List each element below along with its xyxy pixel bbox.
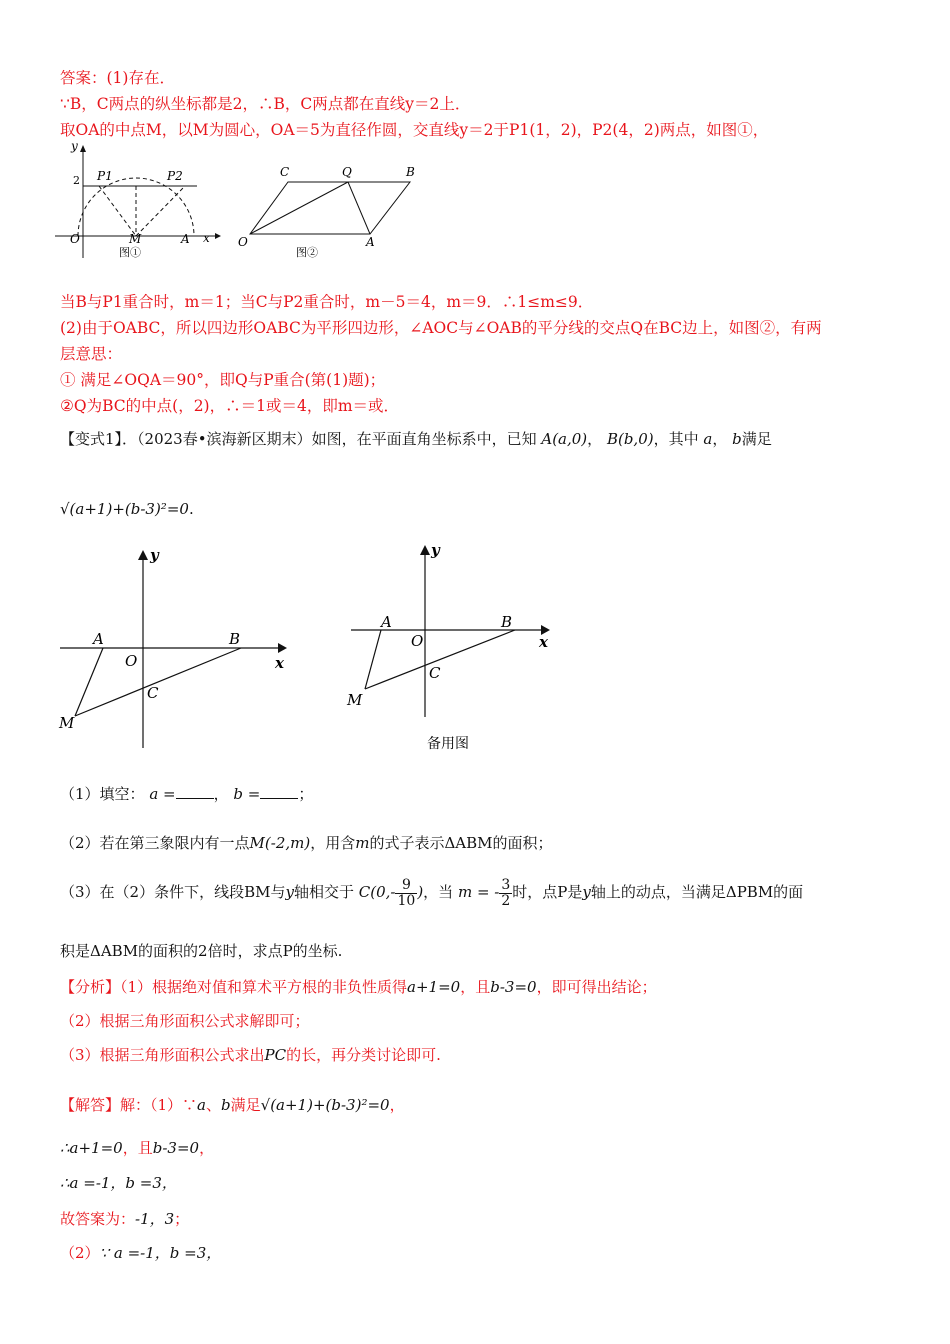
fig1-label-p1: P1 (97, 169, 113, 183)
q3-mid: 轴相交于 (293, 883, 354, 902)
q2-mid: ，用含 (310, 834, 356, 852)
fig2-label-o: O (238, 235, 248, 249)
question-3-line-2: 积是ΔABM的面积的2倍时，求点P的坐标. (60, 942, 343, 960)
answer-line-8: ②Q为BC的中点(，2)，∴＝1或＝4，即m＝或． (60, 397, 400, 415)
solution-line-4 (60, 1208, 189, 1229)
analysis-mid: ，且 (460, 978, 491, 996)
variant-var-a: a (703, 430, 713, 448)
solution-a: a (197, 1096, 206, 1114)
fig3-label-c: C (147, 684, 159, 702)
solution-sat: 满足 (230, 1096, 261, 1114)
variant-var-b: b (732, 430, 742, 448)
fig1-caption: 图① (119, 246, 141, 259)
q3-c-den: 10 (397, 892, 416, 909)
solution-l5-pre: （2） (60, 1244, 100, 1262)
q1-b-label: b = (233, 785, 261, 803)
q2-end: 的式子表示ΔABM的面积； (369, 834, 553, 852)
analysis-pc: PC (264, 1046, 287, 1064)
fig3-y-arrow (138, 550, 148, 560)
q3-c-num: 9 (395, 878, 417, 894)
fig1-dash-p1m (99, 186, 136, 236)
fig1-label-m: M (129, 232, 142, 246)
solution-eq1: ∴a+1=0 (60, 1139, 123, 1157)
solution-l3: ∴a =-1，b =3， (60, 1174, 177, 1192)
fig1-label-p2: P2 (167, 169, 183, 183)
fig1-dash-p2m (136, 186, 185, 236)
q3-m-pre: m = - (457, 883, 500, 902)
q3-c-fraction (395, 878, 417, 908)
q1-end: ； (298, 785, 314, 803)
fig3-segment-mb (75, 648, 241, 716)
fig1-y-arrow (80, 145, 86, 152)
fig4-caption: 备用图 (427, 736, 469, 752)
fig3-label-m: M (59, 714, 75, 732)
q2-m: m (355, 834, 370, 852)
answer-line-5: (2)由于OABC，所以四边形OABC为平形四边形，∠AOC与∠OAB的平分线的交点Q在BC边上，如图②，有两 (60, 319, 822, 337)
variant-period: . (188, 500, 194, 518)
fig4-label-o: O (411, 632, 424, 650)
solution-line-1 (60, 1094, 405, 1115)
fig3-label-x: x (275, 654, 284, 672)
q3-tail2: 轴上的动点，当满足ΔPBM的面 (590, 883, 804, 902)
analysis-line-2: （2）根据三角形面积公式求解即可； (60, 1012, 310, 1030)
q3-prefix: （3）在（2）条件下，线段BM与 (60, 883, 286, 902)
fig3-label-o: O (125, 652, 138, 670)
solution-l4-end: ； (174, 1210, 190, 1228)
fig2-label-b: B (406, 165, 415, 179)
fig1-label-y: y (71, 140, 78, 153)
solution-l2-mid: ，且 (122, 1139, 153, 1157)
fig4-label-y: y (431, 541, 440, 559)
analysis-eq2: b-3=0 (490, 978, 537, 996)
solution-l5: ∵ a =-1，b =3， (99, 1244, 222, 1262)
fig3-label-a: A (93, 630, 104, 648)
figure-1 (55, 140, 225, 262)
q2-prefix: （2）若在第三象限内有一点 (60, 834, 250, 852)
variant-point-a: A(a,0) (541, 430, 588, 448)
q1-a-label: a = (149, 785, 176, 803)
fig3-label-y: y (150, 546, 159, 564)
fig2-caption: 图② (296, 246, 318, 259)
answer-line-4: 当B与P1重合时，m＝1；当C与P2重合时，m－5＝4，m＝9．∴1≤m≤9． (60, 293, 594, 311)
fig1-label-2: 2 (73, 174, 80, 187)
fig3-label-b: B (229, 630, 241, 648)
fig4-label-c: C (429, 664, 441, 682)
q3-when: ，当 (423, 883, 454, 902)
variant-point-b: B(b,0) (606, 430, 654, 448)
fig4-segment-am (365, 630, 381, 689)
analysis-line-1 (60, 976, 657, 997)
analysis-line-3 (60, 1044, 441, 1065)
q1-prefix: （1）填空： (60, 785, 145, 803)
answer-line-2: ∵B，C两点的纵坐标都是2，∴B，C两点都在直线y＝2上． (60, 95, 471, 113)
variant-condition: √(a+1)+(b-3)²=0 (60, 500, 189, 518)
fig1-label-o: O (70, 232, 80, 246)
question-1 (60, 783, 313, 804)
figure-4 (345, 535, 565, 755)
analysis-l1-pre: 【分析】（1）根据绝对值和算术平方根的非负性质得 (60, 978, 408, 996)
solution-l1-pre: 【解答】解：（1）∵ (60, 1096, 198, 1114)
fig2-label-a: A (366, 235, 375, 249)
fig2-segment-qa (348, 182, 370, 234)
solution-l4-vals: -1，3 (135, 1210, 175, 1228)
fig3-x-arrow (278, 643, 287, 653)
solution-b: b (221, 1096, 231, 1114)
variant-where: ，其中 (653, 430, 699, 448)
fig4-y-arrow (420, 545, 430, 555)
q1-b-blank[interactable] (260, 784, 298, 799)
q1-sep: ， (213, 785, 229, 803)
solution-sep: 、 (206, 1096, 222, 1114)
answer-line-6: 层意思： (60, 345, 123, 363)
variant-comma-2: ， (712, 430, 728, 448)
q3-c-pre: C(0,- (358, 883, 396, 902)
question-2 (60, 832, 553, 853)
analysis-eq1: a+1=0 (407, 978, 461, 996)
solution-eq2: b-3=0 (152, 1139, 200, 1157)
fig2-label-q: Q (342, 165, 352, 179)
q3-c-post: ) (417, 883, 424, 902)
fig2-parallelogram (250, 182, 410, 234)
q3-m-den: 2 (501, 892, 511, 909)
answer-line-1: 答案：(1)存在． (60, 69, 175, 87)
q2-point: M(-2,m) (249, 834, 311, 852)
fig1-x-arrow (215, 233, 221, 239)
solution-line-5 (60, 1242, 221, 1263)
solution-l2-end: ， (199, 1139, 215, 1157)
q3-y: y (285, 883, 294, 902)
fig1-label-x: x (203, 231, 210, 245)
figure-2 (232, 160, 427, 262)
q3-m-num: 3 (501, 877, 511, 893)
solution-l1-end: ， (389, 1096, 405, 1114)
fig4-label-b: B (501, 613, 513, 631)
fig1-label-a: A (181, 232, 190, 246)
q1-a-blank[interactable] (176, 784, 214, 799)
answer-line-7: ① 满足∠OQA＝90°，即Q与P重合(第(1)题)； (60, 371, 386, 389)
solution-line-2 (60, 1137, 214, 1158)
q3-m-fraction (499, 878, 512, 908)
answer-line-3: 取OA的中点M，以M为圆心，OA＝5为直径作圆，交直线y＝2于P1(1，2)，P2(4，2)两点，如图①， (60, 121, 769, 139)
fig4-label-x: x (539, 633, 548, 651)
variant-comma: ， (587, 430, 603, 448)
figure-3 (55, 540, 300, 750)
analysis-end: ，即可得出结论； (536, 978, 657, 996)
fig4-label-a: A (381, 613, 392, 631)
solution-line-3 (60, 1172, 177, 1193)
variant-satisfy: 满足 (741, 430, 772, 448)
analysis-l3-pre: （3）根据三角形面积公式求出 (60, 1046, 265, 1064)
solution-cond: √(a+1)+(b-3)²=0 (260, 1096, 390, 1114)
fig4-label-m: M (347, 691, 363, 709)
question-3 (60, 878, 803, 908)
variant-title: 【变式1】．（2023春•滨海新区期末）如图，在平面直角坐标系中，已知 (60, 430, 537, 448)
variant-title-line (60, 428, 772, 449)
fig2-segment-oq (250, 182, 348, 234)
analysis-l3-end: 的长，再分类讨论即可. (286, 1046, 441, 1064)
variant-condition-line (60, 500, 194, 518)
q3-tail1: 时，点P是 (512, 883, 583, 902)
fig2-label-c: C (280, 165, 290, 179)
q3-y-2: y (582, 883, 591, 902)
solution-l4-pre: 故答案为： (60, 1210, 136, 1228)
